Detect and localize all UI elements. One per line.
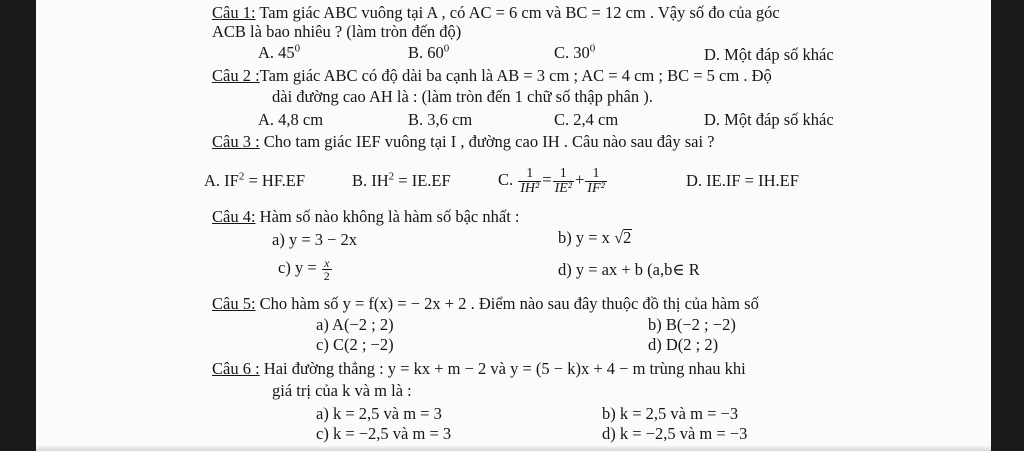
q3-label: Câu 3 : [212,132,260,151]
q5-option-c: c) C(2 ; −2) [316,335,394,354]
q3-option-b: B. $IH^2 = IE.EF$ [352,170,451,190]
q6-option-c: c) k = −2,5 và m = 3 [316,424,452,443]
page-bottom-edge [36,445,991,451]
q2-label: Câu 2 : [212,66,260,85]
q3-option-a: A. $IF^2 = HF.EF$ [204,170,306,190]
q1-text-line2: ACB là bao nhiêu ? (làm tròn đến độ) [212,22,462,41]
q4-option-a: a) y = 3 − 2x [272,230,358,249]
q3-line [212,133,715,151]
q4-option-c: c) y = $\frac{x}{2}$ [278,255,330,283]
q2-option-d: D. Một đáp số khác [704,110,834,129]
q6-text-line2: giá trị của k và m là : [272,381,412,400]
q3-fraction-1: $\frac{1}{\text{IH²}}$ [520,165,540,196]
q5-label: Câu 5: [212,294,256,313]
q1-option-a: A. $45^0$ [258,42,301,62]
q4-fraction: $\frac{x}{2}$ [323,255,330,283]
q2-line1 [212,67,772,85]
q6-text-line1: Hai đường thẳng : y = kx + m − 2 và y = (5 − k)x + 4 − m trùng nhau khi [259,359,746,378]
q4-option-b: b) y = x √2 [558,228,632,247]
q6-label: Câu 6 : [212,359,260,378]
q5-option-b: b) B(−2 ; −2) [648,315,736,334]
q6-option-b: b) k = 2,5 và m = −3 [602,404,739,423]
q1-option-d: D. Một đáp số khác [704,45,834,64]
q2-option-b: B. 3,6 cm [408,110,473,129]
q2-text-line2: dài đường cao AH là : (làm tròn đến 1 chữ số thập phân ). [272,87,653,106]
q2-option-a: A. 4,8 cm [258,110,324,129]
q4-line [212,208,520,226]
document-page [36,0,991,451]
q4-text: Hàm số nào không là hàm số bậc nhất : [255,207,520,226]
q5-text: Cho hàm số y = f(x) = − 2x + 2 . Điểm nào sau đây thuộc đồ thị của hàm số [255,294,759,313]
q1-option-b: B. $60^0$ [408,42,450,62]
q2-text-line1: Tam giác ABC có độ dài ba cạnh là AB = 3 cm ; AC = 4 cm ; BC = 5 cm . Độ [259,66,772,85]
q3-fraction-2: $\frac{1}{\text{IE²}}$ [554,165,572,196]
q1-text-line1: Tam giác ABC vuông tại A , có AC = 6 cm và BC = 12 cm . Vậy số đo của góc [255,3,780,22]
q3-fraction-3: $\frac{1}{\text{IF²}}$ [587,165,605,196]
q5-line [212,295,759,313]
q6-line1 [212,360,746,378]
q6-option-d: d) k = −2,5 và m = −3 [602,424,748,443]
q3-text: Cho tam giác IEF vuông tại I , đường cao IH . Câu nào sau đây sai ? [259,132,715,151]
q5-option-d: d) D(2 ; 2) [648,335,719,354]
q1-label: Câu 1: [212,3,256,22]
q1-line1 [212,4,780,22]
q3-option-d: D. IE.IF = IH.EF [686,171,799,190]
q5-option-a: a) A(−2 ; 2) [316,315,394,334]
q4-option-d: d) y = ax + b (a,b∈ R [558,260,700,279]
q3-option-c: C. $\frac{1}{\text{IH²}}$ = $\frac{1}{\text{IE²}}$ + $\frac{1}{\text{IF²}}$ [498,165,605,196]
q6-option-a: a) k = 2,5 và m = 3 [316,404,442,423]
q4-label: Câu 4: [212,207,256,226]
q2-option-c: C. 2,4 cm [554,110,619,129]
q1-option-c: C. $30^0$ [554,42,596,62]
